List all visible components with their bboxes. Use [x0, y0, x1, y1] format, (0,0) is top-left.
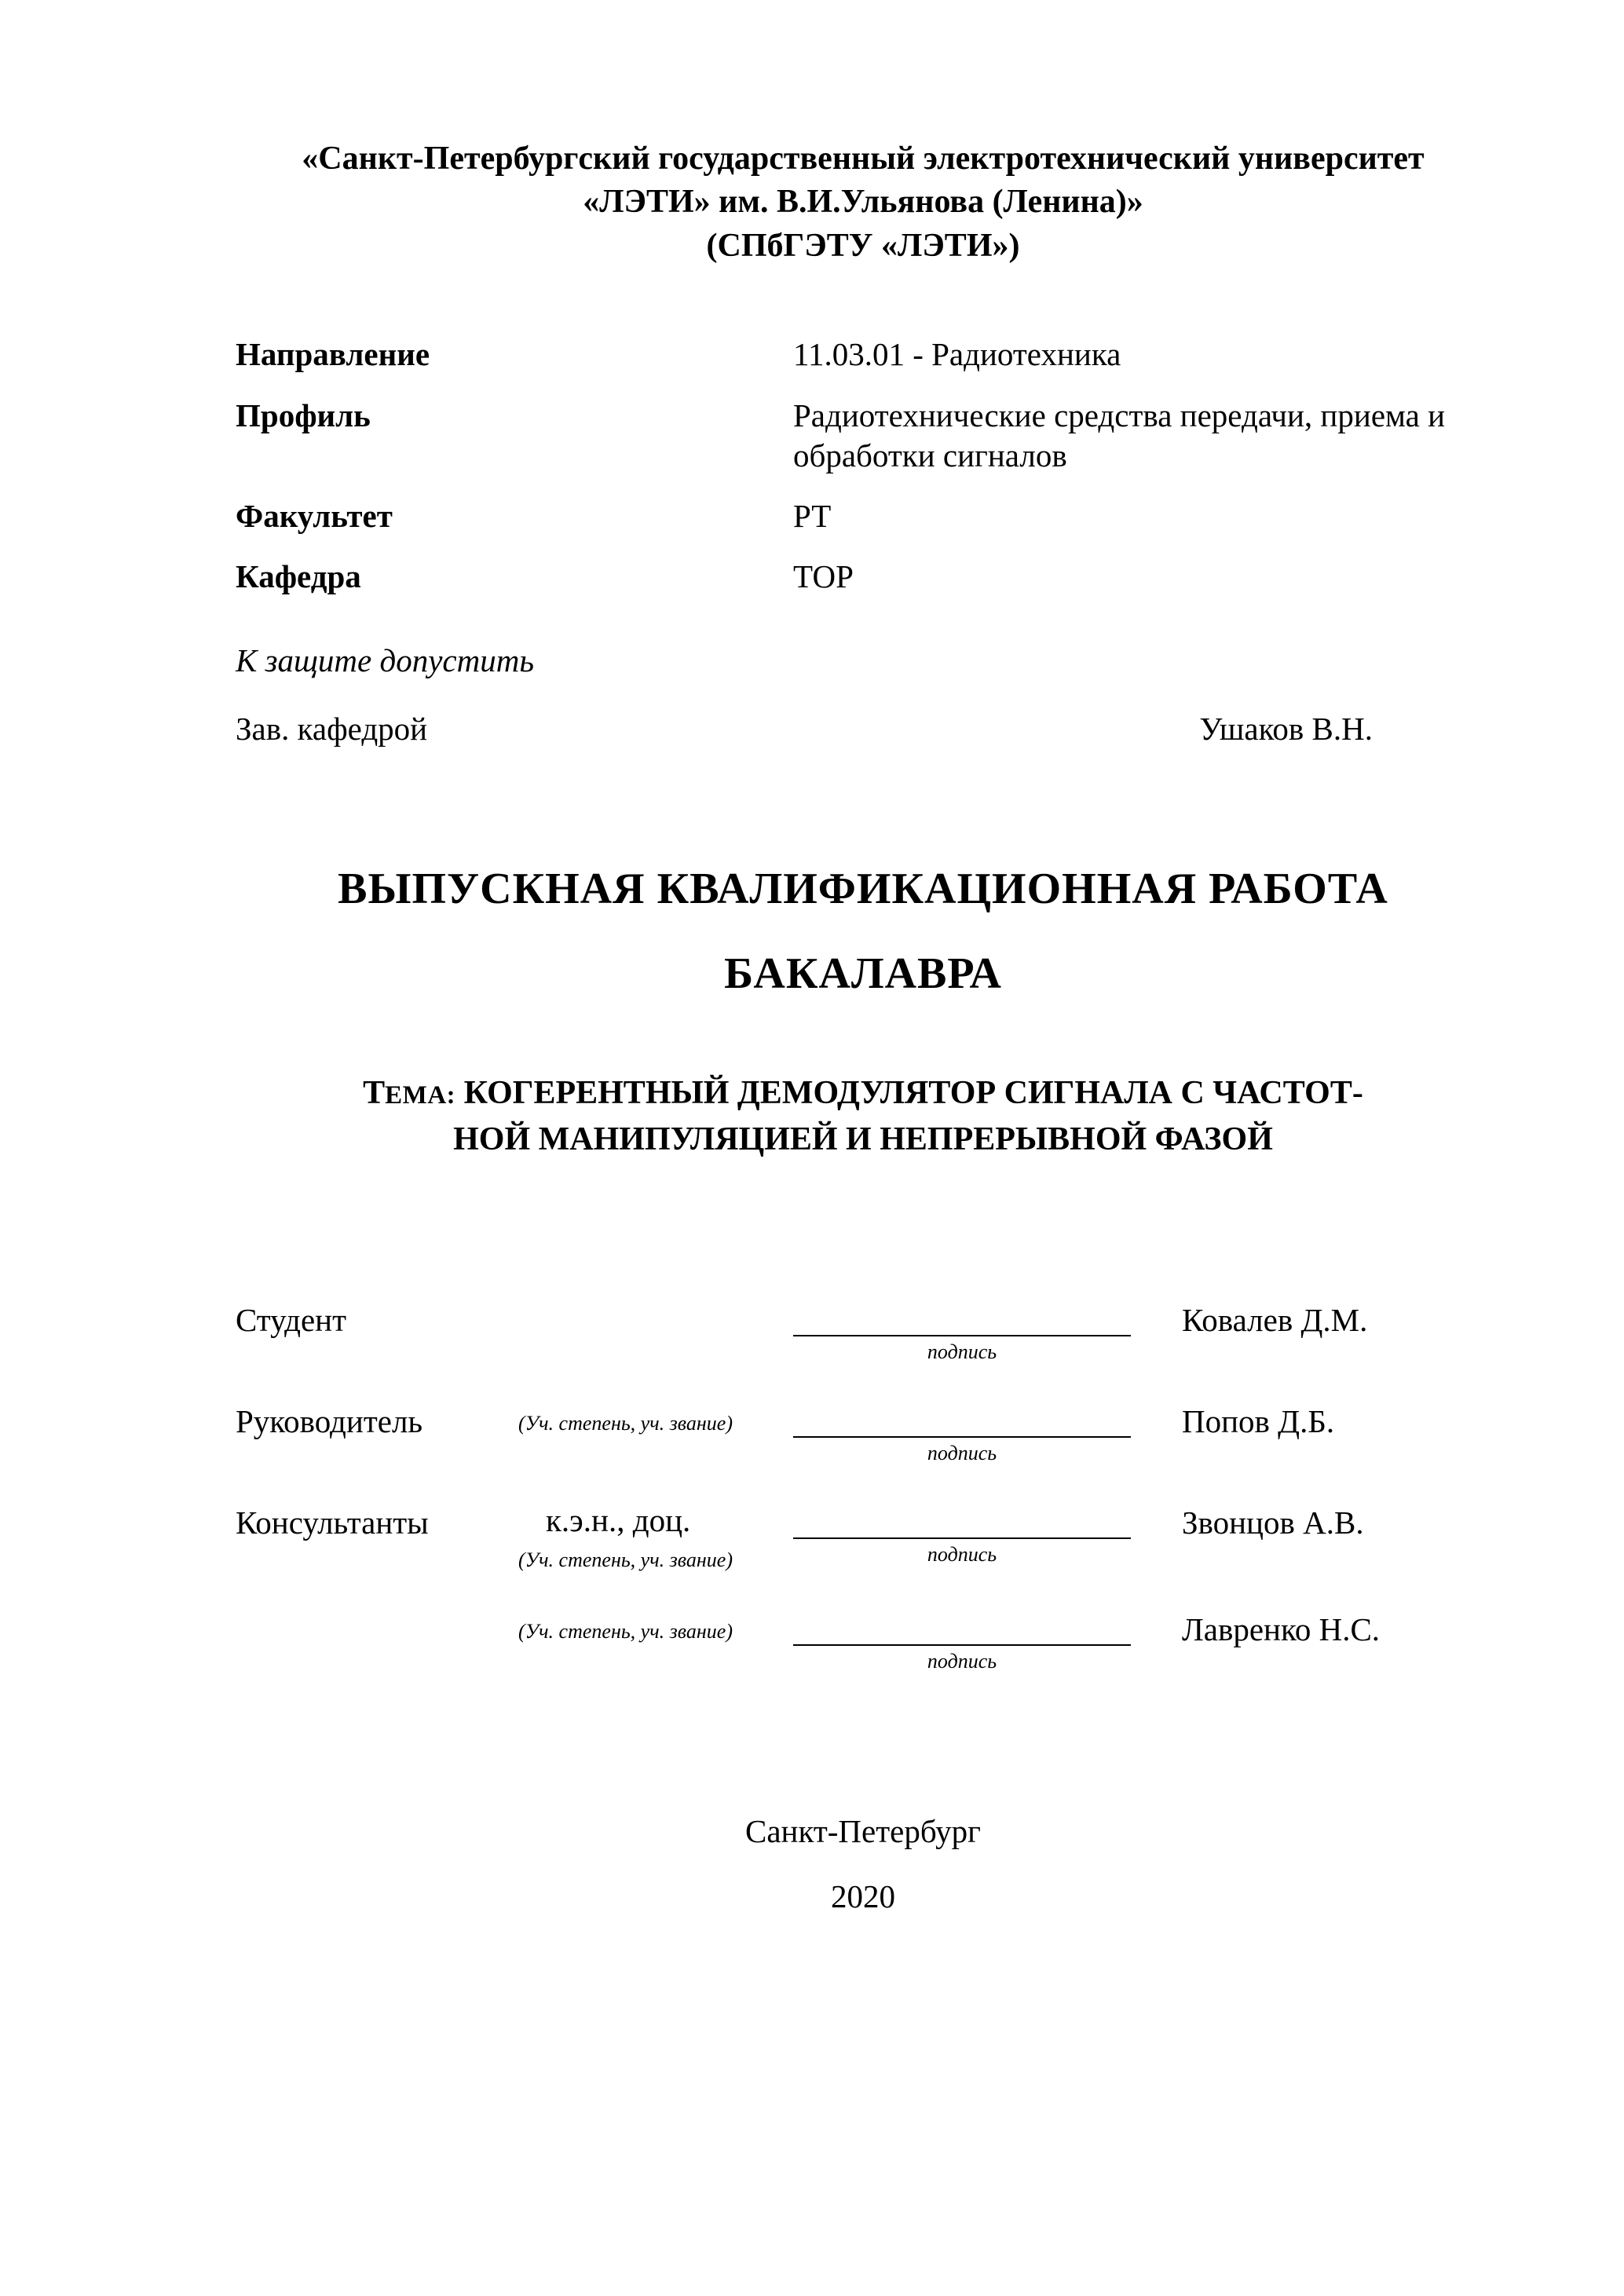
- signature-role: Руководитель: [236, 1402, 423, 1439]
- footer-city: Санкт-Петербург: [745, 1812, 981, 1849]
- field-value-department: ТОР: [793, 558, 854, 595]
- footer-year: 2020: [831, 1877, 895, 1914]
- work-title-line1: ВЫПУСКНАЯ КВАЛИФИКАЦИОННАЯ РАБОТА: [338, 865, 1388, 914]
- qualification-caption: (Уч. степень, уч. звание): [518, 1411, 733, 1435]
- signature-caption: подпись: [927, 1543, 997, 1567]
- thesis-theme: [236, 1070, 1490, 1163]
- field-value-faculty: РТ: [793, 498, 832, 535]
- page-footer: [236, 1812, 1490, 1918]
- theme-label-rest: ЕМА:: [385, 1081, 456, 1110]
- signature-qualification: [518, 1402, 793, 1435]
- signature-area: [793, 1503, 1143, 1567]
- signature-caption: подпись: [927, 1441, 997, 1464]
- field-label-faculty: Факультет: [236, 498, 393, 535]
- department-head-row: [236, 709, 1490, 749]
- field-label-direction: Направление: [236, 336, 430, 373]
- work-title-line2: БАКАЛАВРА: [724, 949, 1002, 999]
- program-fields: [236, 335, 1490, 597]
- signature-line: [793, 1503, 1131, 1539]
- department-head-label: Зав. кафедрой: [236, 710, 428, 747]
- signature-area: [793, 1300, 1143, 1364]
- qualification-caption: (Уч. степень, уч. звание): [518, 1620, 733, 1643]
- signature-line: [793, 1402, 1131, 1438]
- signature-role: Консультанты: [236, 1504, 429, 1541]
- signature-area: [793, 1610, 1143, 1673]
- university-name-line1: «Санкт-Петербургский государственный электротехнический университет: [302, 141, 1425, 177]
- field-label-profile: Профиль: [236, 397, 371, 433]
- field-row-direction: [236, 335, 1490, 375]
- signature-line: [793, 1610, 1131, 1646]
- field-label-department: Кафедра: [236, 558, 361, 595]
- university-name-line2: «ЛЭТИ» им. В.И.Ульянова (Ленина)»: [583, 184, 1143, 221]
- signature-block: [236, 1300, 1490, 1674]
- theme-line1-text: КОГЕРЕНТНЫЙ ДЕМОДУЛЯТОР СИГНАЛА С ЧАСТОТ-: [455, 1075, 1363, 1112]
- signature-caption: подпись: [927, 1340, 997, 1363]
- university-name-line3: (СПбГЭТУ «ЛЭТИ»): [706, 227, 1020, 264]
- signature-qualification: [518, 1300, 793, 1310]
- admission-block: [236, 641, 1490, 750]
- university-header: [236, 137, 1490, 268]
- signature-row-supervisor: [236, 1402, 1490, 1465]
- theme-line2: НОЙ МАНИПУЛЯЦИЕЙ И НЕПРЕРЫВНОЙ ФАЗОЙ: [453, 1121, 1273, 1157]
- theme-line1: [236, 1070, 1490, 1117]
- signature-line: [793, 1300, 1131, 1336]
- signature-name: Лавренко Н.С.: [1182, 1611, 1381, 1648]
- signature-name: Звонцов А.В.: [1182, 1504, 1364, 1541]
- qualification-caption: (Уч. степень, уч. звание): [518, 1548, 733, 1572]
- signature-row-student: [236, 1300, 1490, 1364]
- work-title: [236, 865, 1490, 999]
- signature-qualification: [518, 1610, 793, 1643]
- signature-row-consultant-1: [236, 1503, 1490, 1572]
- signature-caption: подпись: [927, 1650, 997, 1673]
- signature-name: Ковалев Д.М.: [1182, 1301, 1368, 1338]
- theme-label-initial: Т: [363, 1075, 386, 1112]
- signature-row-consultant-2: [236, 1610, 1490, 1673]
- field-row-faculty: [236, 496, 1490, 536]
- department-head-name: Ушаков В.Н.: [1199, 710, 1373, 747]
- field-row-profile: [236, 396, 1490, 477]
- signature-name: Попов Д.Б.: [1182, 1402, 1335, 1439]
- qualification-text: к.э.н., доц.: [546, 1502, 691, 1539]
- signature-qualification: [518, 1503, 793, 1572]
- signature-role: Студент: [236, 1301, 347, 1338]
- signature-area: [793, 1402, 1143, 1465]
- admission-note: К защите допустить: [236, 642, 534, 678]
- field-value-profile: Радиотехнические средства передачи, приема и обработки сигналов: [793, 397, 1446, 473]
- field-value-direction: 11.03.01 - Радиотехника: [793, 336, 1121, 373]
- field-row-department: [236, 557, 1490, 597]
